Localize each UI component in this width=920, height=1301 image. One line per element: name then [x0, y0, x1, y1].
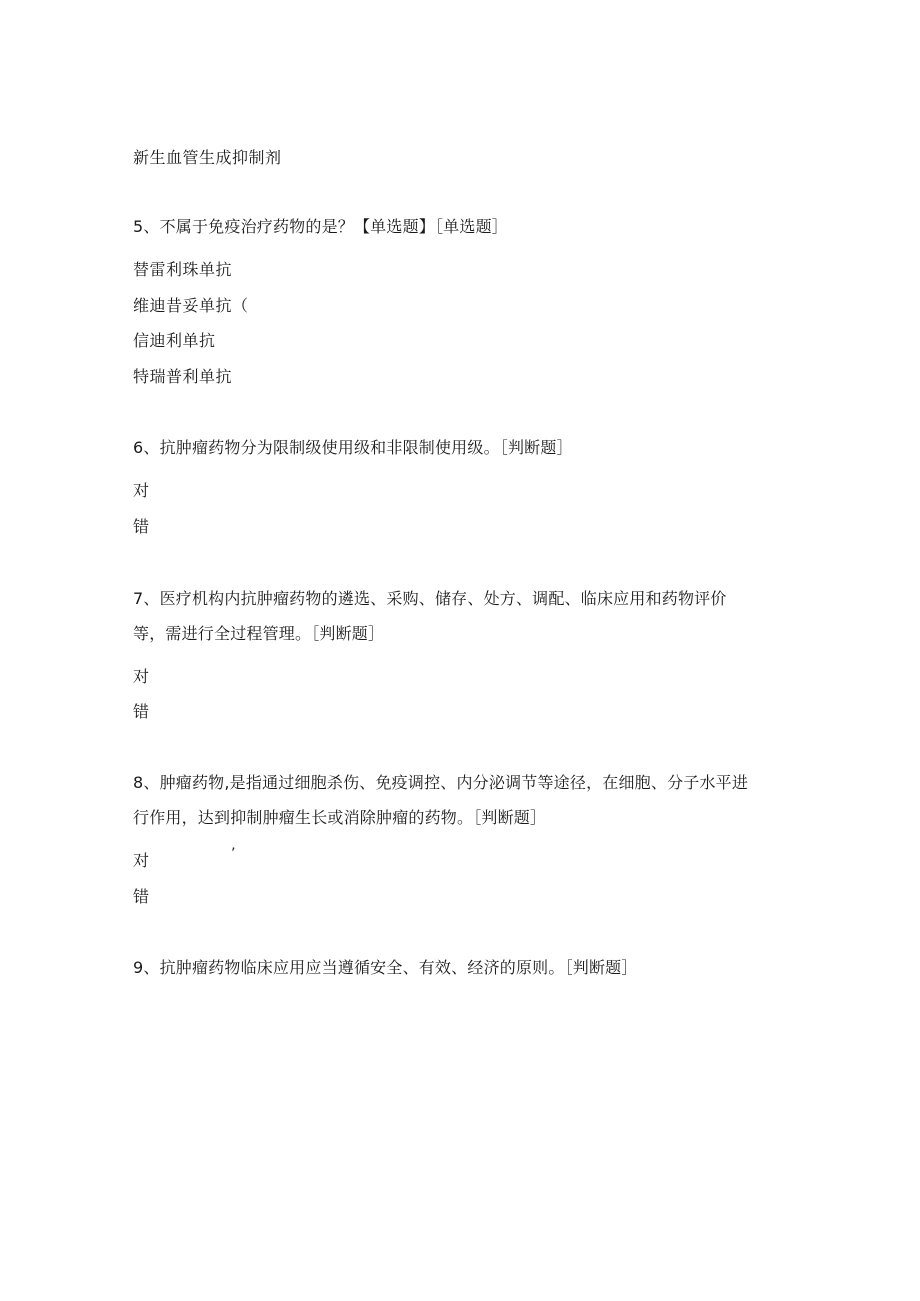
- question-5-option-d: 特瑞普利单抗: [133, 367, 233, 386]
- question-8-option-true: 对: [133, 851, 150, 870]
- question-8-text-line-2: 行作用，达到抑制肿瘤生长或消除肿瘤的药物。［判断题］: [133, 808, 547, 827]
- question-7-option-false: 错: [133, 702, 150, 721]
- question-7-option-true: 对: [133, 667, 150, 686]
- stray-mark: ’: [231, 846, 236, 862]
- question-5-option-c: 信迪利单抗: [133, 331, 216, 350]
- question-6-option-false: 错: [133, 517, 150, 536]
- question-5-text: 5、不属于免疫治疗药物的是？【单选题】［单选题］: [133, 217, 508, 236]
- option-carryover: 新生血管生成抑制剂: [133, 148, 282, 167]
- question-9-text: 9、抗肿瘤药物临床应用应当遵循安全、有效、经济的原则。［判断题］: [133, 958, 638, 977]
- question-8-text-line-1: 8、肿瘤药物,是指通过细胞杀伤、免疫调控、内分泌调节等途径，在细胞、分子水平进: [133, 773, 749, 792]
- question-6-option-true: 对: [133, 481, 150, 500]
- question-5-option-b: 维迪昔妥单抗（: [133, 296, 249, 315]
- question-7-text-line-2: 等，需进行全过程管理。［判断题］: [133, 624, 385, 643]
- question-5-option-a: 替雷利珠单抗: [133, 260, 233, 279]
- question-7-text-line-1: 7、医疗机构内抗肿瘤药物的遴选、采购、储存、处方、调配、临床应用和药物评价: [133, 589, 727, 608]
- question-8-option-false: 错: [133, 887, 150, 906]
- question-6-text: 6、抗肿瘤药物分为限制级使用级和非限制使用级。［判断题］: [133, 438, 573, 457]
